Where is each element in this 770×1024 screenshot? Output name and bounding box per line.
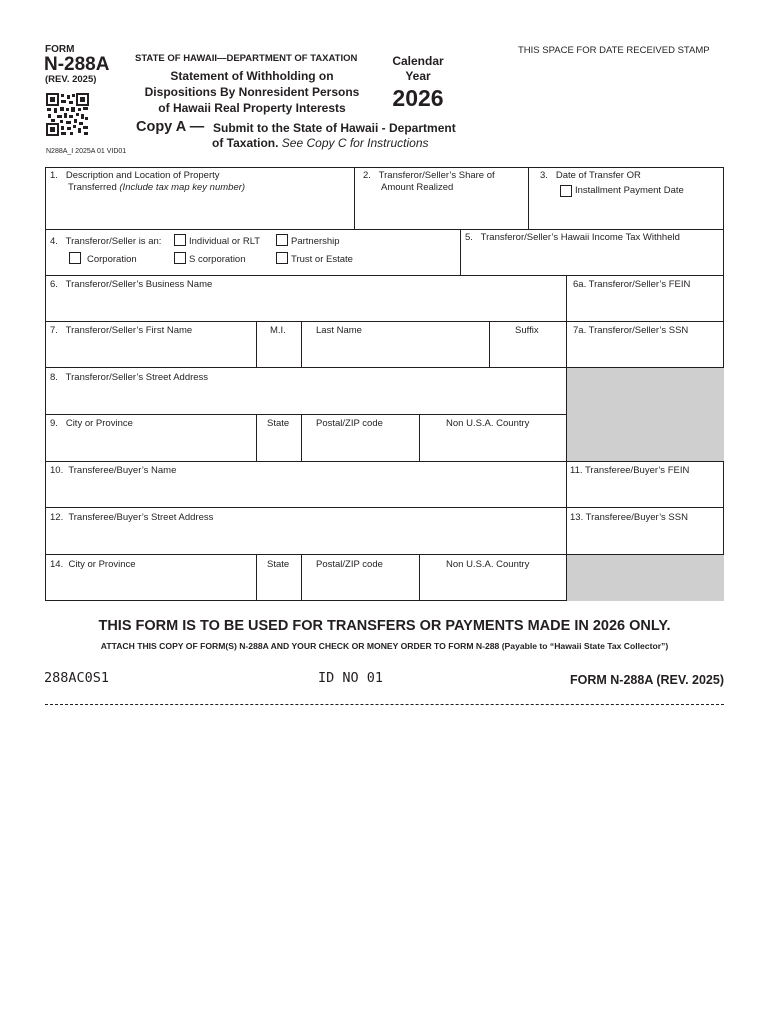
field-3-label: 3. Date of Transfer OR (540, 170, 641, 181)
field-7-last-label: Last Name (316, 325, 362, 336)
title-line-1: Statement of Withholding on (170, 69, 334, 83)
form-label: FORM (45, 44, 75, 55)
field-9-country-label: Non U.S.A. Country (446, 418, 530, 429)
title-line-3: of Hawaii Real Property Interests (158, 101, 346, 115)
scan-code-id: ID NO 01 (318, 670, 384, 686)
date-stamp-space-label: THIS SPACE FOR DATE RECEIVED STAMP (518, 45, 710, 56)
field-9-state-label: State (267, 418, 290, 429)
field-11-label: 11. Transferee/Buyer’s FEIN (570, 465, 690, 476)
form-title (132, 68, 372, 116)
field-7-suffix-label: Suffix (515, 325, 539, 336)
partnership-label: Partnership (291, 236, 340, 247)
title-line-2: Dispositions By Nonresident Persons (144, 85, 360, 99)
shaded-area-upper (566, 368, 724, 461)
installment-payment-checkbox[interactable] (560, 185, 572, 197)
copy-instruction-line-2 (212, 136, 429, 150)
field-14-zip-label: Postal/ZIP code (316, 559, 383, 570)
field-4-label: 4. Transferor/Seller is an: (50, 236, 162, 247)
field-10-label: 10. Transferee/Buyer’s Name (50, 465, 177, 476)
scan-code-left: 288AC0S1 (44, 670, 110, 686)
field-12-label: 12. Transferee/Buyer’s Street Address (50, 512, 214, 523)
shaded-area-lower (566, 554, 724, 601)
field-9-zip-label: Postal/ZIP code (316, 418, 383, 429)
individual-rlt-checkbox[interactable] (174, 234, 186, 246)
qr-code-icon (46, 93, 89, 136)
field-14-country-label: Non U.S.A. Country (446, 559, 530, 570)
usage-notice: THIS FORM IS TO BE USED FOR TRANSFERS OR PAYMENTS MADE IN 2026 ONLY. (98, 618, 671, 634)
corporation-checkbox[interactable] (69, 252, 81, 264)
field-6-label: 6. Transferor/Seller’s Business Name (50, 279, 213, 290)
attach-instruction: ATTACH THIS COPY OF FORM(S) N-288A AND YOUR CHECK OR MONEY ORDER TO FORM N-288 (Payable to “Hawaii State Tax Collector”) (100, 641, 669, 651)
field-8-label: 8. Transferor/Seller’s Street Address (50, 372, 209, 383)
installment-payment-label: Installment Payment Date (575, 185, 684, 196)
form-revision: (REV. 2025) (45, 74, 97, 85)
field-14-state-label: State (267, 559, 290, 570)
field-6a-label: 6a. Transferor/Seller’s FEIN (573, 279, 691, 290)
copy-a-label: Copy A — (136, 119, 205, 135)
field-5-label: 5. Transferor/Seller’s Hawaii Income Tax Withheld (465, 232, 680, 243)
field-2-label-2: Amount Realized (381, 182, 454, 193)
year-word: Year (405, 69, 431, 83)
field-7-label: 7. Transferor/Seller’s First Name (50, 325, 193, 336)
form-reference: FORM N-288A (REV. 2025) (570, 673, 724, 687)
agency-name: STATE OF HAWAII—DEPARTMENT OF TAXATION (135, 53, 358, 64)
field-1-label: 1. Description and Location of Property (50, 170, 220, 181)
tax-year: 2026 (392, 85, 444, 111)
form-code: N288A_I 2025A 01 VID01 (46, 148, 127, 155)
individual-rlt-label: Individual or RLT (189, 236, 261, 247)
tear-line (45, 704, 724, 705)
copy-line-2-italic: See Copy C for Instructions (281, 136, 429, 150)
s-corporation-label: S corporation (189, 254, 246, 265)
trust-estate-checkbox[interactable] (276, 252, 288, 264)
field-13-label: 13. Transferee/Buyer’s SSN (570, 512, 688, 523)
corporation-label: Corporation (87, 254, 137, 265)
calendar-year-label (383, 54, 453, 84)
field-9-label: 9. City or Province (50, 418, 133, 429)
copy-instruction-line-1: Submit to the State of Hawaii - Department (213, 121, 456, 135)
form-number: N-288A (44, 54, 110, 75)
field-1-label-2: Transferred (Include tax map key number) (68, 182, 246, 193)
trust-estate-label: Trust or Estate (291, 254, 353, 265)
calendar-word: Calendar (392, 54, 444, 68)
copy-line-2-text: of Taxation. (212, 136, 279, 150)
field-7-mi-label: M.I. (270, 325, 286, 336)
s-corporation-checkbox[interactable] (174, 252, 186, 264)
partnership-checkbox[interactable] (276, 234, 288, 246)
field-2-label: 2. Transferor/Seller’s Share of (363, 170, 495, 181)
field-14-label: 14. City or Province (50, 559, 136, 570)
field-7a-label: 7a. Transferor/Seller’s SSN (573, 325, 689, 336)
